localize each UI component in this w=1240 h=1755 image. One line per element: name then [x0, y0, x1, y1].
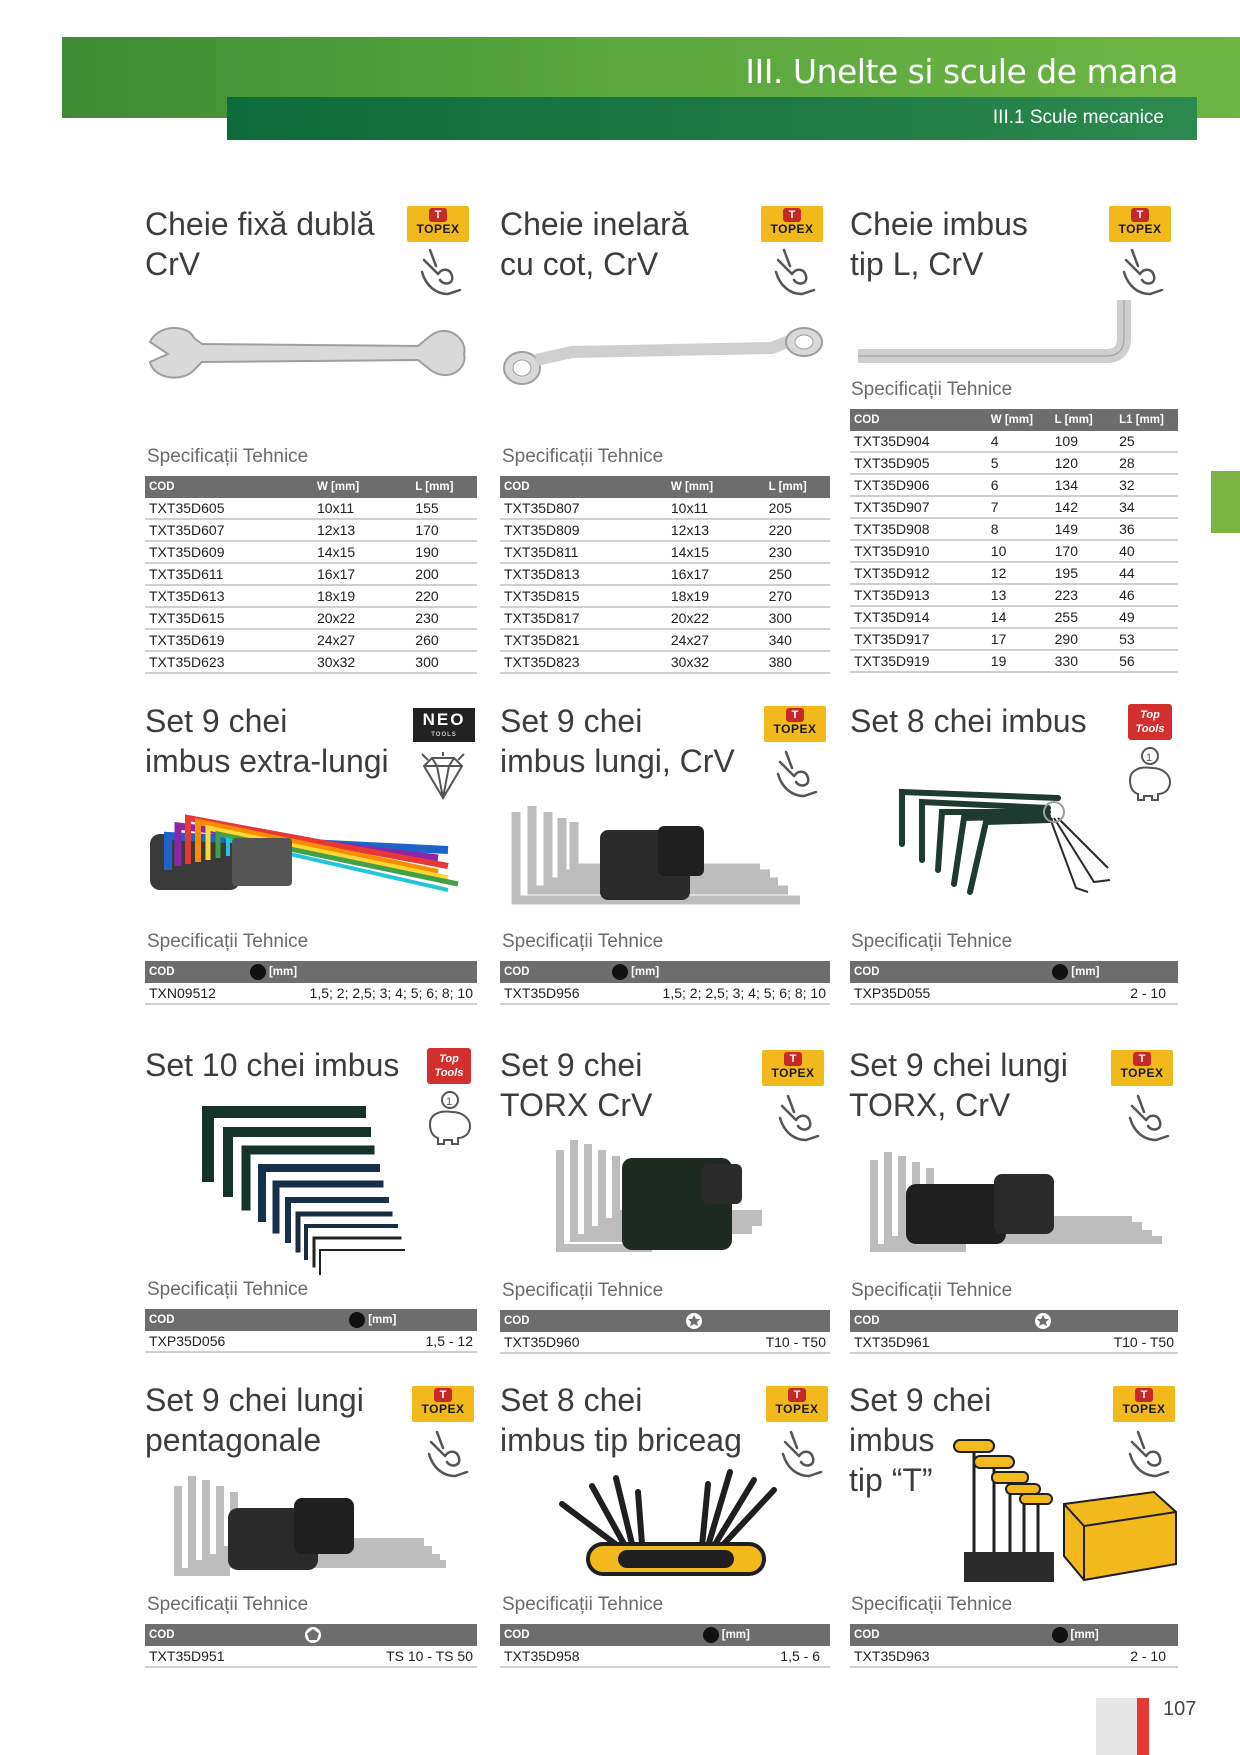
table-cell: TXN09512: [145, 983, 246, 1004]
product-title-line: Cheie inelară: [500, 206, 689, 242]
table-cell: TXT35D907: [850, 496, 987, 518]
table-cell: 190: [411, 541, 477, 563]
table-cell: TXT35D807: [500, 498, 667, 519]
product-title-line: Set 9 chei: [849, 1382, 992, 1418]
table-row: [145, 607, 477, 629]
table-cell: TXT35D904: [850, 431, 987, 452]
table-cell: TXT35D623: [145, 651, 313, 673]
hex-key-set-image: [508, 792, 810, 910]
spec-table: [145, 476, 477, 674]
table-row: [850, 606, 1178, 628]
table-cell: TXT35D914: [850, 606, 987, 628]
table-cell: T10 - T50: [681, 1332, 830, 1353]
product-title-line: imbus extra-lungi: [145, 743, 389, 779]
table-cell: TXT35D961: [850, 1332, 1030, 1353]
table-cell: 40: [1115, 540, 1178, 562]
table-row: [850, 474, 1178, 496]
table-cell: 1,5 - 12: [345, 1331, 477, 1352]
table-cell: 10x11: [313, 498, 411, 519]
product-title: [500, 1045, 652, 1125]
ring-spanner-image: [502, 326, 824, 390]
pentagon-icon: [304, 1626, 322, 1644]
product-title-line: imbus: [849, 1422, 935, 1458]
torx-icon: [1034, 1312, 1052, 1330]
table-cell: 28: [1115, 452, 1178, 474]
page-title: III. Unelte si scule de mana: [745, 52, 1178, 91]
table-row: [850, 983, 1178, 1004]
table-cell: 53: [1115, 628, 1178, 650]
table-cell: 24x27: [667, 629, 765, 651]
table-cell: 10x11: [667, 498, 765, 519]
table-row: [500, 498, 830, 519]
col-header: [mm]: [608, 961, 830, 983]
table-cell: 24x27: [313, 629, 411, 651]
table-row: [850, 1646, 1178, 1667]
table-row: [500, 629, 830, 651]
hex-icon: [349, 1312, 365, 1328]
table-cell: 20x22: [667, 607, 765, 629]
spec-table: [500, 961, 830, 1005]
col-header: COD: [850, 961, 1048, 983]
product-title: [145, 701, 389, 781]
table-cell: 270: [765, 585, 830, 607]
table-row: [850, 431, 1178, 452]
table-row: [145, 563, 477, 585]
table-cell: TXP35D056: [145, 1331, 345, 1352]
topex-logo: T TOPEX: [1109, 206, 1171, 242]
spec-label: Specificații Tehnice: [851, 379, 1013, 400]
table-cell: TS 10 - TS 50: [300, 1646, 477, 1667]
wrench-image: [148, 322, 470, 384]
table-cell: TXT35D815: [500, 585, 667, 607]
section-tab: [1211, 471, 1240, 533]
col-header: COD: [500, 1310, 681, 1332]
topex-logo: T TOPEX: [407, 206, 469, 242]
folding-hex-key-image: [558, 1464, 790, 1582]
topex-logo: T TOPEX: [1113, 1386, 1175, 1422]
neo-logo: NEO TOOLS: [413, 708, 475, 742]
table-row: [850, 452, 1178, 474]
spec-table: [145, 1309, 477, 1353]
table-cell: 12x13: [667, 519, 765, 541]
spec-label: Specificații Tehnice: [147, 1279, 309, 1300]
table-cell: TXT35D809: [500, 519, 667, 541]
table-cell: 12: [987, 562, 1051, 584]
table-cell: TXT35D958: [500, 1646, 699, 1667]
spec-table: [500, 476, 830, 674]
product-title: [145, 1045, 399, 1085]
table-row: [500, 1646, 830, 1667]
table-cell: 300: [765, 607, 830, 629]
table-cell: TXT35D619: [145, 629, 313, 651]
table-cell: TXT35D960: [500, 1332, 681, 1353]
topex-logo: T TOPEX: [1111, 1050, 1173, 1086]
table-row: [500, 651, 830, 673]
ok-hand-icon: [1118, 246, 1168, 298]
table-cell: TXT35D913: [850, 584, 987, 606]
spec-table: [500, 1310, 830, 1354]
page-number: 107: [1163, 1698, 1197, 1720]
col-header: L [mm]: [765, 476, 830, 498]
page-subtitle: III.1 Scule mecanice: [992, 107, 1164, 128]
table-cell: 134: [1051, 474, 1115, 496]
table-cell: 13: [987, 584, 1051, 606]
product-title-line: Set 9 chei lungi: [145, 1382, 364, 1418]
table-cell: 300: [411, 651, 477, 673]
table-row: [850, 1332, 1178, 1353]
ok-hand-icon: [1124, 1092, 1174, 1144]
ok-hand-icon: [416, 246, 466, 298]
table-row: [145, 498, 477, 519]
product-title-line: Set 9 chei lungi: [849, 1047, 1068, 1083]
table-cell: TXT35D811: [500, 541, 667, 563]
product-title-line: imbus tip briceag: [500, 1422, 742, 1458]
table-row: [145, 651, 477, 673]
table-cell: TXT35D917: [850, 628, 987, 650]
product-title-line: Set 8 chei imbus: [850, 703, 1087, 739]
product-title-line: TORX CrV: [500, 1087, 653, 1123]
product-title-line: CrV: [145, 246, 201, 282]
table-cell: TXT35D908: [850, 518, 987, 540]
table-cell: 30x32: [313, 651, 411, 673]
col-header: L [mm]: [411, 476, 477, 498]
table-cell: 34: [1115, 496, 1178, 518]
spec-table: [850, 409, 1178, 673]
topex-logo: T TOPEX: [761, 206, 823, 242]
page-marker-accent: [1137, 1698, 1149, 1755]
table-cell: TXT35D919: [850, 650, 987, 672]
product-title-line: Cheie fixă dublă: [145, 206, 375, 242]
top-tools-logo: Top Tools: [1128, 704, 1172, 740]
product-title-line: Set 9 chei: [145, 703, 288, 739]
table-cell: TXT35D605: [145, 498, 313, 519]
table-cell: 36: [1115, 518, 1178, 540]
table-row: [500, 585, 830, 607]
spec-table: [850, 1310, 1178, 1354]
table-cell: TXT35D813: [500, 563, 667, 585]
product-title-line: imbus lungi, CrV: [500, 743, 735, 779]
topex-logo: T TOPEX: [764, 706, 826, 742]
col-header: W [mm]: [987, 409, 1051, 431]
table-cell: 4: [987, 431, 1051, 452]
table-cell: TXT35D611: [145, 563, 313, 585]
table-row: [145, 541, 477, 563]
table-cell: TXT35D912: [850, 562, 987, 584]
col-header: COD: [500, 1624, 699, 1646]
col-header: COD: [145, 961, 246, 983]
table-cell: 49: [1115, 606, 1178, 628]
table-cell: TXT35D817: [500, 607, 667, 629]
svg-text:1: 1: [1146, 752, 1153, 764]
table-cell: 200: [411, 563, 477, 585]
long-torx-key-set-image: [866, 1144, 1172, 1260]
spec-table: [145, 1624, 477, 1668]
table-row: [500, 519, 830, 541]
table-cell: 155: [411, 498, 477, 519]
table-cell: 56: [1115, 650, 1178, 672]
topex-logo: T TOPEX: [766, 1386, 828, 1422]
table-cell: 2 - 10: [1048, 983, 1178, 1004]
table-cell: 223: [1051, 584, 1115, 606]
product-title: [500, 701, 735, 781]
table-cell: 1,5; 2; 2,5; 3; 4; 5; 6; 8; 10: [608, 983, 830, 1004]
table-cell: 170: [1051, 540, 1115, 562]
spec-table: [145, 961, 477, 1005]
product-title: [850, 204, 1028, 284]
table-cell: 7: [987, 496, 1051, 518]
table-cell: 195: [1051, 562, 1115, 584]
table-cell: TXT35D906: [850, 474, 987, 496]
spec-label: Specificații Tehnice: [851, 931, 1013, 952]
table-row: [850, 518, 1178, 540]
torx-key-set-image: [552, 1130, 782, 1258]
table-cell: 142: [1051, 496, 1115, 518]
table-row: [145, 983, 477, 1004]
table-cell: 8: [987, 518, 1051, 540]
col-header: [mm]: [246, 961, 477, 983]
table-cell: 14: [987, 606, 1051, 628]
col-header: [1030, 1310, 1178, 1332]
col-header: COD: [850, 1310, 1030, 1332]
table-row: [500, 541, 830, 563]
table-cell: 19: [987, 650, 1051, 672]
hex-key-ring-set-image: [898, 788, 1118, 900]
spec-label: Specificații Tehnice: [851, 1280, 1013, 1301]
hex-icon: [250, 964, 266, 980]
spec-table: [850, 961, 1178, 1005]
diamond-icon: [420, 752, 466, 802]
product-title-line: pentagonale: [145, 1422, 322, 1458]
table-cell: 1,5 - 6: [699, 1646, 830, 1667]
colored-hex-set-image: [148, 800, 472, 900]
table-row: [145, 1646, 477, 1667]
table-cell: TXT35D821: [500, 629, 667, 651]
product-title: [500, 1380, 742, 1460]
product-title: [850, 701, 1087, 741]
table-row: [500, 607, 830, 629]
table-cell: 330: [1051, 650, 1115, 672]
svg-text:1: 1: [446, 1096, 453, 1108]
table-cell: 14x15: [313, 541, 411, 563]
table-cell: 30x32: [667, 651, 765, 673]
product-title-line: TORX, CrV: [849, 1087, 1011, 1123]
col-header: L [mm]: [1051, 409, 1115, 431]
table-cell: TXT35D615: [145, 607, 313, 629]
table-cell: TXT35D613: [145, 585, 313, 607]
table-row: [145, 629, 477, 651]
col-header: L1 [mm]: [1115, 409, 1178, 431]
table-cell: 17: [987, 628, 1051, 650]
table-cell: 6: [987, 474, 1051, 496]
table-cell: 205: [765, 498, 830, 519]
spec-table: [850, 1624, 1178, 1668]
table-cell: 5: [987, 452, 1051, 474]
table-row: [500, 563, 830, 585]
table-cell: TXT35D951: [145, 1646, 300, 1667]
col-header: [mm]: [1048, 961, 1178, 983]
table-cell: TXT35D609: [145, 541, 313, 563]
spec-label: Specificații Tehnice: [502, 931, 664, 952]
table-cell: 16x17: [313, 563, 411, 585]
table-cell: 10: [987, 540, 1051, 562]
hex-icon: [612, 964, 628, 980]
product-title: [145, 204, 374, 284]
spec-label: Specificații Tehnice: [502, 1280, 664, 1301]
table-row: [500, 983, 830, 1004]
t-handle-key-set-image: [944, 1434, 1180, 1594]
topex-logo: T TOPEX: [762, 1050, 824, 1086]
table-cell: T10 - T50: [1030, 1332, 1178, 1353]
hex-icon: [703, 1627, 719, 1643]
spec-label: Specificații Tehnice: [147, 1594, 309, 1615]
col-header: COD: [145, 476, 313, 498]
col-header: [681, 1310, 830, 1332]
col-header: COD: [145, 1624, 300, 1646]
col-header: COD: [500, 961, 608, 983]
table-cell: TXT35D823: [500, 651, 667, 673]
spec-label: Specificații Tehnice: [147, 446, 309, 467]
col-header: COD: [850, 1624, 1048, 1646]
table-cell: 120: [1051, 452, 1115, 474]
product-title-line: tip L, CrV: [850, 246, 984, 282]
product-title-line: Set 9 chei: [500, 1047, 643, 1083]
table-cell: 250: [765, 563, 830, 585]
col-header: COD: [850, 409, 987, 431]
table-cell: 1,5; 2; 2,5; 3; 4; 5; 6; 8; 10: [246, 983, 477, 1004]
topex-logo: T TOPEX: [412, 1386, 474, 1422]
table-row: [850, 650, 1178, 672]
product-title-line: cu cot, CrV: [500, 246, 659, 282]
table-cell: 170: [411, 519, 477, 541]
col-header: COD: [145, 1309, 345, 1331]
table-cell: 16x17: [667, 563, 765, 585]
table-cell: 109: [1051, 431, 1115, 452]
col-header: [mm]: [345, 1309, 477, 1331]
page-marker: [1096, 1698, 1137, 1755]
table-cell: TXT35D607: [145, 519, 313, 541]
table-row: [850, 496, 1178, 518]
table-cell: 14x15: [667, 541, 765, 563]
col-header: COD: [500, 476, 667, 498]
table-cell: 255: [1051, 606, 1115, 628]
table-cell: 18x19: [667, 585, 765, 607]
table-cell: 44: [1115, 562, 1178, 584]
table-row: [850, 540, 1178, 562]
product-title: [849, 1045, 1068, 1125]
table-cell: TXT35D963: [850, 1646, 1048, 1667]
table-cell: TXT35D905: [850, 452, 987, 474]
col-header: W [mm]: [313, 476, 411, 498]
hex-icon: [1052, 1627, 1068, 1643]
table-cell: TXP35D055: [850, 983, 1048, 1004]
table-cell: TXT35D956: [500, 983, 608, 1004]
table-cell: 32: [1115, 474, 1178, 496]
piggy-bank-icon: [424, 1090, 476, 1146]
piggy-bank-icon: [1124, 746, 1176, 802]
product-title-line: Cheie imbus: [850, 206, 1028, 242]
table-cell: 12x13: [313, 519, 411, 541]
table-row: [145, 585, 477, 607]
table-cell: TXT35D910: [850, 540, 987, 562]
table-cell: 340: [765, 629, 830, 651]
table-row: [145, 1331, 477, 1352]
spec-label: Specificații Tehnice: [502, 1594, 664, 1615]
table-cell: 230: [411, 607, 477, 629]
table-cell: 220: [411, 585, 477, 607]
table-cell: 149: [1051, 518, 1115, 540]
table-cell: 230: [765, 541, 830, 563]
table-row: [850, 562, 1178, 584]
col-header: [mm]: [699, 1624, 830, 1646]
table-cell: 2 - 10: [1048, 1646, 1178, 1667]
table-row: [850, 584, 1178, 606]
table-cell: 46: [1115, 584, 1178, 606]
col-header: W [mm]: [667, 476, 765, 498]
table-row: [500, 1332, 830, 1353]
pentagon-key-set-image: [170, 1468, 456, 1584]
hex-icon: [1052, 964, 1068, 980]
product-title-line: Set 10 chei imbus: [145, 1047, 400, 1083]
product-title-line: Set 8 chei: [500, 1382, 643, 1418]
table-cell: 20x22: [313, 607, 411, 629]
product-title: [145, 1380, 364, 1460]
product-title: [500, 204, 689, 284]
top-tools-logo: Top Tools: [427, 1048, 471, 1084]
hex-key-set-image: [200, 1106, 410, 1278]
spec-label: Specificații Tehnice: [851, 1594, 1013, 1615]
spec-label: Specificații Tehnice: [502, 446, 664, 467]
product-title-line: Set 9 chei: [500, 703, 643, 739]
table-cell: 25: [1115, 431, 1178, 452]
table-row: [850, 628, 1178, 650]
table-cell: 380: [765, 651, 830, 673]
ok-hand-icon: [770, 246, 820, 298]
table-cell: 18x19: [313, 585, 411, 607]
table-cell: 260: [411, 629, 477, 651]
table-cell: 220: [765, 519, 830, 541]
torx-icon: [685, 1312, 703, 1330]
col-header: [300, 1624, 477, 1646]
l-key-image: [856, 296, 1140, 372]
col-header: [mm]: [1048, 1624, 1178, 1646]
product-title-line: tip “T”: [849, 1462, 933, 1498]
table-row: [145, 519, 477, 541]
table-cell: 290: [1051, 628, 1115, 650]
spec-table: [500, 1624, 830, 1668]
spec-label: Specificații Tehnice: [147, 931, 309, 952]
